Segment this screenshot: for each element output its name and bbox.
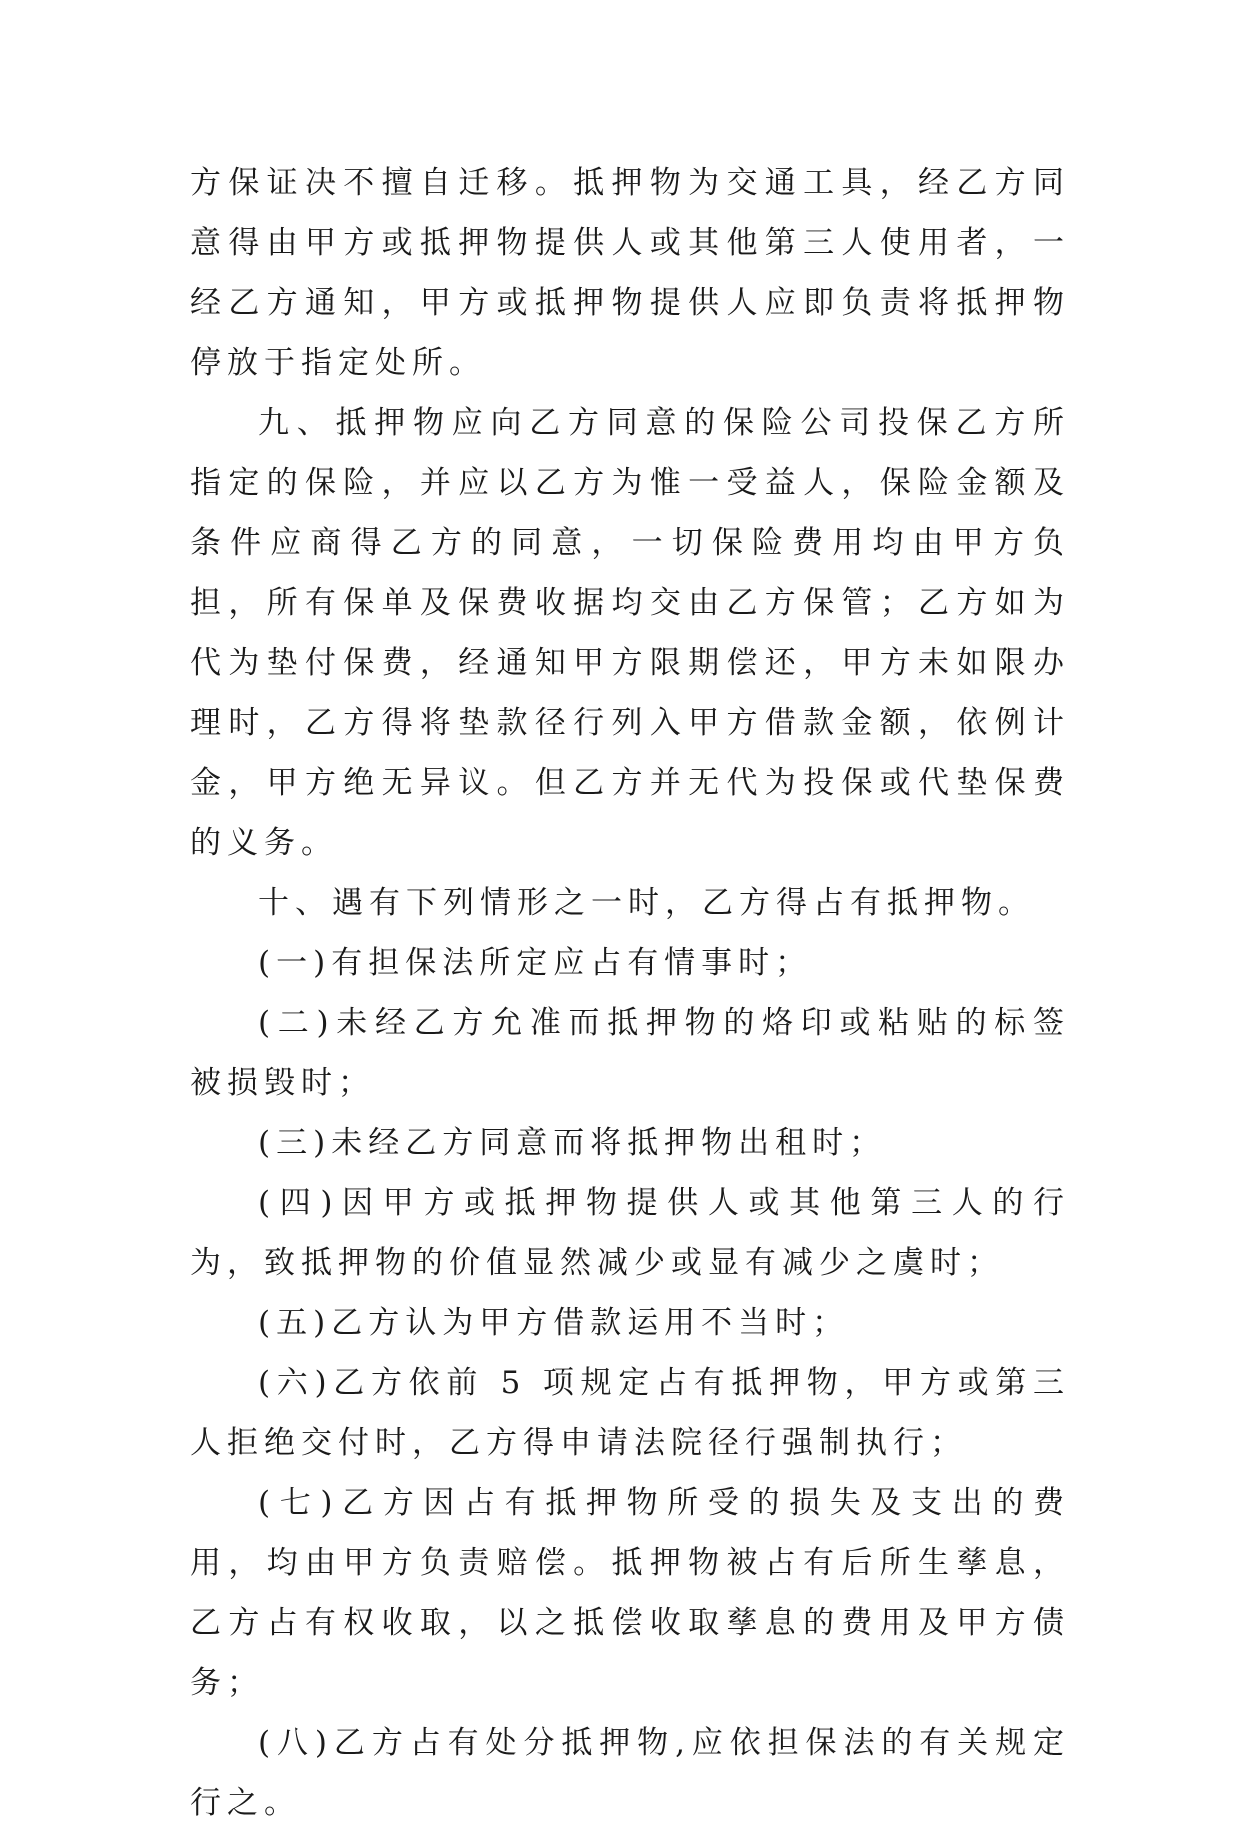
paragraph-item-1: (一)有担保法所定应占有情事时； — [258, 945, 813, 981]
paragraph-continuation: 方保证决不擅自迁移。抵押物为交通工具，经乙方同意得由甲方或抵押物提供人或其他第三人使用者，一经乙方通知，甲方或抵押物提供人应即负责将抵押物停放于指定处所。 — [190, 165, 1070, 381]
paragraph-clause-9: 九、抵押物应向乙方同意的保险公司投保乙方所指定的保险，并应以乙方为惟一受益人，保险金额及条件应商得乙方的同意，一切保险费用均由甲方负担，所有保单及保费收据均交由乙方保管；乙方如为代为垫付保费，经通知甲方限期偿还，甲方未如限办理时，乙方得将垫款径行列入甲方借款金额，依例计金，甲方绝无异议。但乙方并无代为投保或代垫保费的义务。 — [190, 405, 1070, 861]
paragraph-item-3: (三)未经乙方同意而将抵押物出租时； — [258, 1125, 887, 1161]
paragraph-item-7: (七)乙方因占有抵押物所受的损失及支出的费用，均由甲方负责赔偿。抵押物被占有后所生孳息，乙方占有权收取，以之抵偿收取孳息的费用及甲方债务； — [190, 1485, 1070, 1701]
paragraph-item-5: (五)乙方认为甲方借款运用不当时； — [258, 1305, 850, 1341]
paragraph-item-8: (八)乙方占有处分抵押物,应依担保法的有关规定行之。 — [190, 1725, 1070, 1821]
paragraph-clause-10: 十、遇有下列情形之一时，乙方得占有抵押物。 — [258, 885, 1035, 921]
paragraph-item-4: (四)因甲方或抵押物提供人或其他第三人的行为，致抵押物的价值显然减少或显有减少之虞时； — [190, 1185, 1070, 1281]
document-body — [190, 153, 1070, 1833]
paragraph-item-2: (二)未经乙方允准而抵押物的烙印或粘贴的标签被损毁时； — [190, 1005, 1070, 1101]
paragraph-item-6: (六)乙方依前 5 项规定占有抵押物，甲方或第三人拒绝交付时，乙方得申请法院径行强制执行； — [190, 1365, 1070, 1461]
